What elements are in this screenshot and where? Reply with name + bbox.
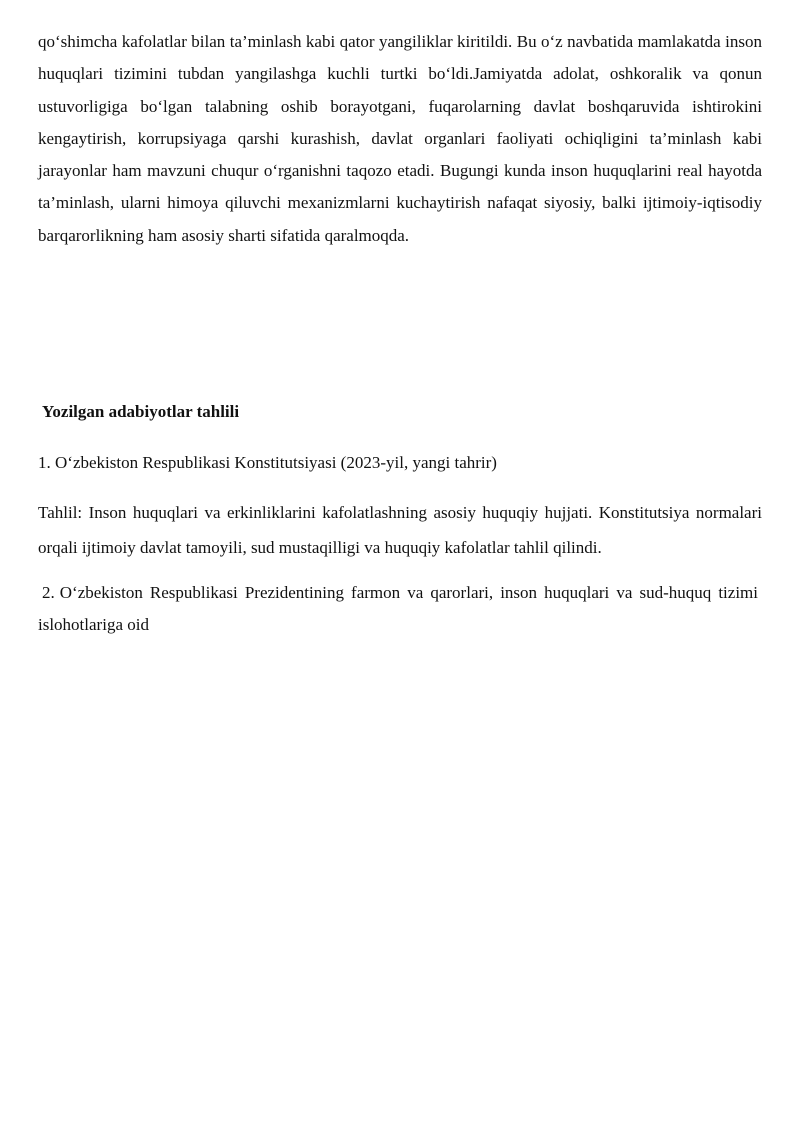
literature-item-2-title: O‘zbekiston Respublikasi Prezidentining farmon va qarorlari, inson huquqlari va sud-huquq tizimi islohotlariga oid (38, 583, 758, 634)
literature-item-1-title: 1. O‘zbekiston Respublikasi Konstitutsiyasi (2023-yil, yangi tahrir) (38, 453, 497, 472)
literature-item-1-analysis: Tahlil: Inson huquqlari va erkinliklarini kafolatlashning asosiy huquqiy hujjati. Konstitutsiya normalari orqali ijtimoiy davlat tamoyili, sud mustaqilligi va huquqiy kafolatlar tahlil qilindi. (38, 503, 762, 557)
intro-paragraph: qo‘shimcha kafolatlar bilan ta’minlash kabi qator yangiliklar kiritildi. Bu o‘z navbatida mamlakatda inson huquqlari tizimini tubdan yangilashga kuchli turtki bo‘ldi.Jamiyatda adolat, oshkoralik va qonun ustuvorligiga bo‘lgan talabning oshib borayotgani, fuqarolarning davlat boshqaruvida ishtirokini kengaytirish, korrupsiyaga qarshi kurashish, davlat organlari faoliyati ochiqligini ta’minlash kabi jarayonlar ham mavzuni chuqur o‘rganishni taqozo etadi. Bugungi kunda inson huquqlarini real hayotda ta’minlash, ularni himoya qiluvchi mexanizmlarni kuchaytirish nafaqat siyosiy, balki ijtimoiy-iqtisodiy barqarorlikning ham asosiy sharti sifatida qaralmoqda. (38, 32, 762, 245)
literature-section-heading: Yozilgan adabiyotlar tahlili (42, 402, 240, 421)
literature-item-2-number: 2. (42, 583, 55, 602)
literature-item-2 (38, 577, 758, 641)
